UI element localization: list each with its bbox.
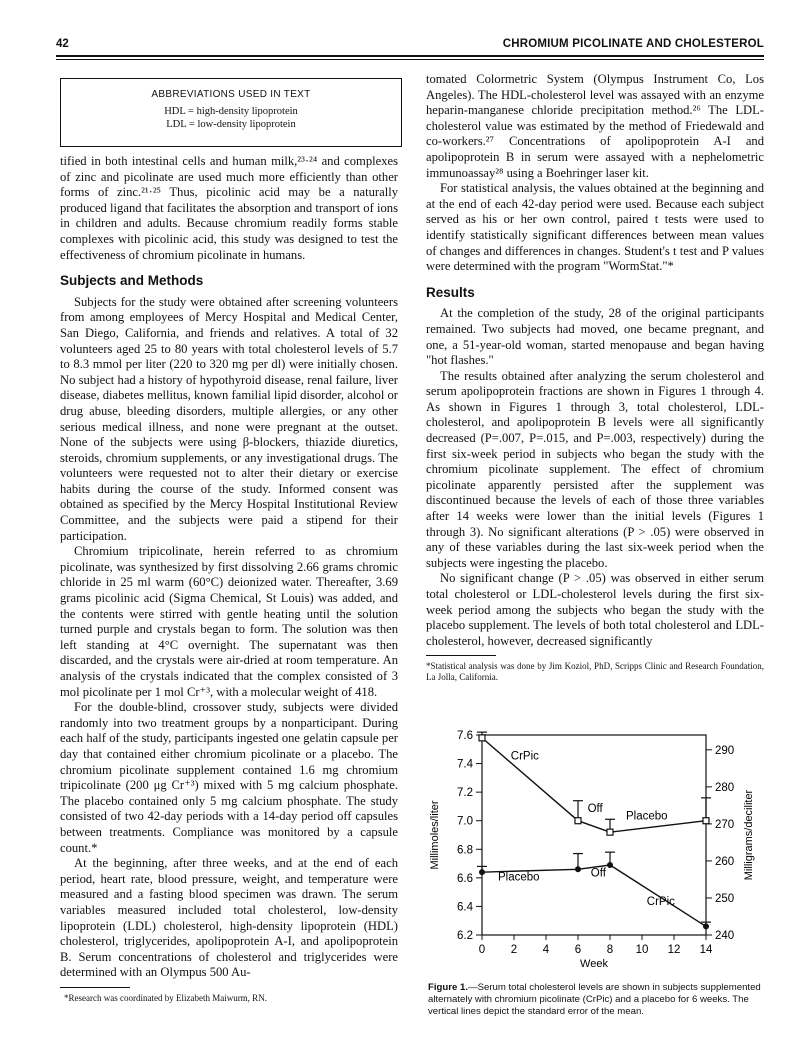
data-point-square [479, 735, 485, 741]
left-column [60, 154, 398, 1004]
abbreviations-box [60, 78, 402, 147]
header-rule-thin [56, 59, 764, 60]
caption-label: Figure 1. [428, 982, 468, 993]
data-point-square [703, 818, 709, 824]
x-tick-label: 6 [574, 944, 582, 956]
paragraph-continued: tomated Colormetric System (Olympus Instrument Co, Los Angeles). The HDL-cholesterol level was assayed with an enzyme heparin-manganese chloride precipitation method.²⁶ The LDL-cholesterol value was estimated by the method of Friedewald and co-workers.²⁷ Concentrations of apolipoprotein A-I and apolipoprotein B in serum were assayed with a nephelometric immunoassay²⁸ using a Boehringer laser kit. [426, 72, 764, 180]
y-tick-label: 7.6 [457, 730, 473, 742]
figure-caption [428, 982, 768, 1018]
data-point-circle [479, 869, 485, 875]
data-point-circle [703, 923, 709, 929]
x-tick-label: 4 [542, 944, 550, 956]
y-right-tick-label: 240 [715, 930, 735, 942]
footnote-rule [426, 655, 496, 656]
x-tick-label: 8 [606, 944, 614, 956]
y-tick-label: 7.0 [457, 815, 473, 828]
series-annotation: CrPic [646, 896, 675, 908]
cholesterol-chart [422, 723, 772, 983]
series-annotation: Placebo [498, 871, 540, 884]
footnote-rule [60, 987, 130, 988]
y-tick-label: 6.6 [457, 872, 473, 885]
abbreviation-row: LDL = low-density lipoprotein [166, 119, 296, 130]
paragraph-statistics: For statistical analysis, the values obtained at the beginning and at the end of each 42-day period were used. Because each subject served as his or her own control, paired t tests were used to identify statistically significant differences between mean values of changes and differences in changes. Student's t test and P values were determined with the program "WormStat."* [426, 181, 764, 274]
paragraph-beginning: At the beginning, after three weeks, and at the end of each period, heart rate, blood pressure, weight, and temperature were measured and a fasting blood specimen was drawn. The serum variables measured included total cholesterol, low-density lipoprotein (LDL) cholesterol, high-density lipoprotein (HDL) cholesterol, triglycerides, apolipoprotein A-I, and apolipoprotein B. Serum concentrations of cholesterol and triglycerides were determined with an Olympus 500 Au- [60, 856, 398, 980]
running-header [56, 36, 764, 56]
figure-1 [422, 723, 772, 983]
paragraph-intro: tified in both intestinal cells and human milk,²³·²⁴ and complexes of zinc and picolinate are used much more efficiently than other forms of zinc.²¹·²⁵ Thus, picolinic acid may be a naturally produced ligand that facilitates the absorption and transport of ions in children and adults. Because chromium readily forms stable complexes with picolinic acid, this study was designed to test the effectiveness of chromium picolinate in humans. [60, 154, 398, 262]
paragraph-results: The results obtained after analyzing the serum cholesterol and serum apolipoprotein fractions are shown in Figures 1 through 4. As shown in Figures 1 through 3, total cholesterol, LDL-cholesterol, and apolipoprotein B levels were all significantly decreased (P=.007, P=.015, and P=.003, respectively) during the first six-week period in subjects who began the study with the chromium picolinate supplement. The effect of chromium picolinate apparently persisted after the supplement was discontinued because the levels of each of those three variables after 14 weeks were lower than the initial levels (Figures 1 through 3). No significant alterations (P > .05) were observed in any of these variables during the last six-week period when the subjects were ingesting the placebo. [426, 368, 764, 570]
page-number: 42 [56, 38, 69, 50]
x-tick-label: 14 [699, 944, 713, 956]
y-right-tick-label: 250 [715, 892, 735, 905]
abbreviation-row: HDL = high-density lipoprotein [164, 106, 298, 117]
data-point-square [575, 818, 581, 824]
series-annotation: Placebo [626, 810, 668, 823]
paragraph-nochange: No significant change (P > .05) was observed in either serum total cholesterol or LDL-cholesterol levels during the first six-week period among the subjects who began the study with the placebo supplement. The levels of both total cholesterol and LDL-cholesterol, however, decreased significantly [426, 571, 764, 648]
heading-methods: Subjects and Methods [60, 273, 204, 289]
x-axis-label: Week [580, 958, 608, 970]
x-tick-label: 10 [635, 944, 649, 956]
y-tick-label: 7.2 [457, 787, 473, 800]
series-annotation: Off [590, 867, 606, 880]
data-point-square [607, 829, 613, 835]
abbreviations-title: ABBREVIATIONS USED IN TEXT [151, 89, 311, 100]
y-tick-label: 7.4 [457, 758, 473, 771]
paragraph-subjects: Subjects for the study were obtained after screening volunteers from among employees of Mercy Hospital and Medical Center, San Diego, California, and friends and relatives. A total of 32 volunteers aged 25 to 80 years with total cholesterol levels of 5.7 to 8.3 mmol per liter (220 to 320 mg per dl) were initially chosen. No subject had a history of hypothyroid disease, renal failure, liver disease, diabetes mellitus, known familial lipid disorder, alcohol or drug abuse, bleeding disorders, multiple allergies, or any other serious medical illness, and none were pregnant at the outset. None of the subjects were using β-blockers, thiazide diuretics, steroids, chromium supplements, or any investigational drugs. The volunteers were requested not to alter their dietary or exercise habits during the course of the study. Informed consent was obtained as specified by the Mercy Hospital Institutional Review Committee, and the subjects were paid a stipend for their participation. [60, 294, 398, 543]
x-tick-label: 2 [510, 944, 518, 956]
paragraph-completion: At the completion of the study, 28 of the original participants remained. Two subjects had moved, one became pregnant, and one, a 51-year-old woman, started menopause and began having "hot flashes." [426, 306, 764, 368]
y-tick-label: 6.4 [457, 901, 473, 914]
footnote-right: *Statistical analysis was done by Jim Koziol, PhD, Scripps Clinic and Research Foundation, La Jolla, California. [426, 661, 764, 683]
x-tick-label: 12 [667, 944, 681, 956]
y-tick-label: 6.2 [457, 930, 473, 942]
series-annotation: CrPic [510, 750, 539, 763]
heading-results: Results [426, 284, 475, 300]
y-axis-label-right: Milligrams/deciliter [743, 789, 755, 881]
paragraph-chromium: Chromium tripicolinate, herein referred to as chromium picolinate, was synthesized by first dissolving 2.66 grams chromic chloride in 25 ml warm (60°C) deionized water. Thereafter, 3.69 grams picolinic acid (Sigma Chemical, St Louis) was added, and the contents were stirred with gentle heating until the solution turned purple and crystals began to form. The solution was then left standing at 4°C overnight. The supernatant was then discarded, and the crystals were air-dried at room temperature. An analysis of the crystals indicated that the complex consisted of 3 mol picolinate per 1 mol Cr⁺³, with a molecular weight of 418. [60, 544, 398, 699]
y-tick-label: 6.8 [457, 844, 473, 857]
series-annotation: Off [587, 803, 603, 816]
data-point-circle [607, 862, 613, 868]
running-title: CHROMIUM PICOLINATE AND CHOLESTEROL [502, 38, 764, 50]
y-right-tick-label: 260 [715, 855, 735, 868]
right-column [426, 72, 764, 683]
x-tick-label: 0 [478, 944, 486, 956]
header-rule-thick [56, 55, 764, 57]
y-axis-label-left: Millimoles/liter [429, 800, 441, 870]
caption-text: —Serum total cholesterol levels are shown in subjects supplemented alternately with chromium picolinate (CrPic) and a placebo for 6 weeks. The vertical lines depict the standard error of the mean. [428, 982, 761, 1017]
y-right-tick-label: 270 [715, 818, 735, 831]
data-point-circle [575, 866, 581, 872]
y-right-tick-label: 290 [715, 744, 735, 757]
y-right-tick-label: 280 [715, 781, 735, 794]
footnote-left: *Research was coordinated by Elizabeth Maiwurm, RN. [64, 992, 267, 1003]
paragraph-doubleblind: For the double-blind, crossover study, subjects were divided randomly into two treatment groups by a nonparticipant. During each half of the study, participants ingested one gelatin capsule per day that contained either chromium picolinate or a placebo. The chromium picolinate supplement contained 1.6 mg chromium tripicolinate (200 μg Cr⁺³) mixed with 5 mg calcium phosphate. The placebo contained only 5 mg calcium phosphate. The study consisted of two 42-day periods with a 14-day period off capsules between treatments. Compliance was monitored by a capsule count.* [60, 700, 398, 855]
